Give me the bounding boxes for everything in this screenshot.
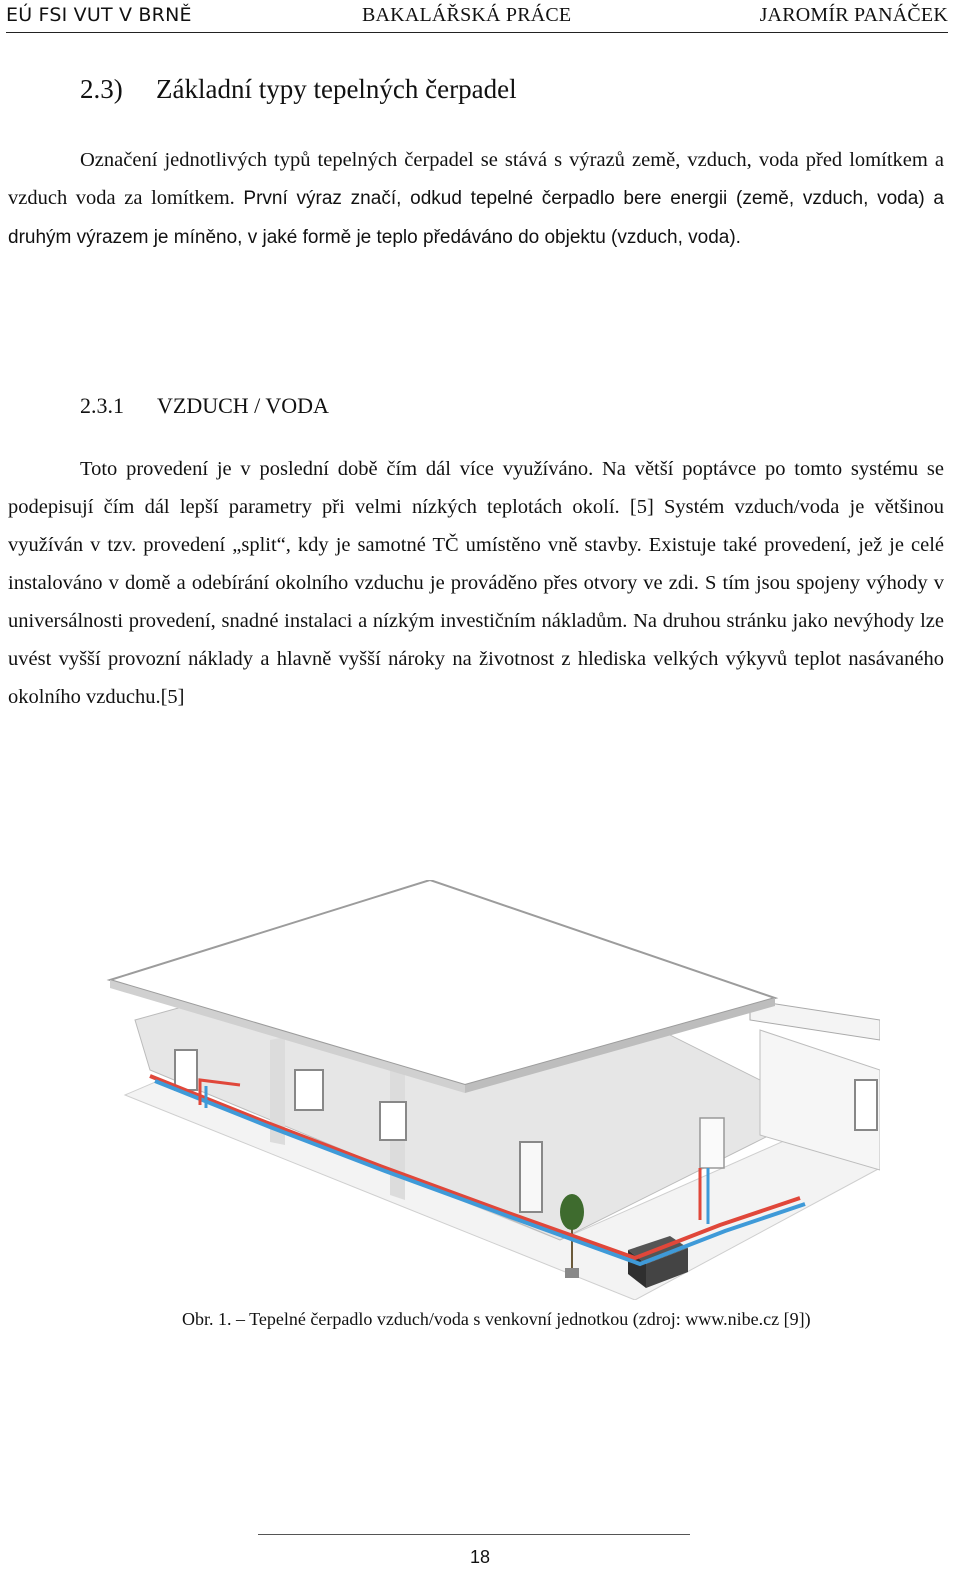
section-title: Základní typy tepelných čerpadel [156,74,517,104]
header-institution: EÚ FSI VUT V BRNĚ [6,4,192,26]
plant-leaves [560,1194,584,1230]
figure-caption: Obr. 1. – Tepelné čerpadlo vzduch/voda s venkovní jednotkou (zdroj: www.nibe.cz [9]) [182,1309,811,1329]
subsection-heading [80,393,329,419]
intro-paragraph-part2: První výraz značí, odkud tepelné čerpadlo bere energii (země, vzduch, voda) a druhým výrazem je míněno, v jaké formě je teplo předáváno do objektu (vzduch, voda). [8,188,944,248]
intro-paragraph [8,141,944,257]
footer-rule [258,1534,690,1535]
section-number: 2.3) [80,74,123,104]
garage-window [855,1080,877,1130]
subsection-title: VZDUCH / VODA [157,393,329,418]
section-heading [80,74,517,105]
page-number: 18 [469,1547,491,1567]
window [295,1070,323,1110]
header-author: JAROMÍR PANÁČEK [759,4,948,26]
house-heat-pump-illustration [80,880,880,1300]
window [380,1102,406,1140]
header-rule [6,32,948,33]
indoor-unit [700,1118,724,1168]
body-paragraph: Toto provedení je v poslední době čím dál více využíváno. Na větší poptávce po tomto systému se podepisují čím dál lepší parametry při velmi nízkých teplotách okolí. [5] Systém vzduch/voda je většinou využíván v tzv. provedení „split“, kdy je samotné TČ umístěno vně stavby. Existuje také provedení, jež je celé instalováno v domě a odebírání okolního vzduchu je prováděno přes otvory ve zdi. S tím jsou spojeny výhody v universálnosti provedení, snadné instalaci a nízkým investičním nákladům. Na druhou stránku jako nevýhody lze uvést vyšší provozní náklady a hlavně vyšší nároky na životnost z hlediska velkých výkyvů teplot nasávaného okolního vzduchu.[5] [8,458,944,708]
intro-paragraph-part1: Označení jednotlivých typů tepelných čerpadel se stává s výrazů země, vzduch, voda před lomítkem a vzduch voda za lomítkem. [8,149,944,209]
header-document-type: BAKALÁŘSKÁ PRÁCE [362,4,572,26]
plant-pot [565,1268,579,1278]
door [520,1142,542,1212]
running-header [6,4,948,34]
window [175,1050,197,1090]
subsection-number: 2.3.1 [80,393,124,418]
